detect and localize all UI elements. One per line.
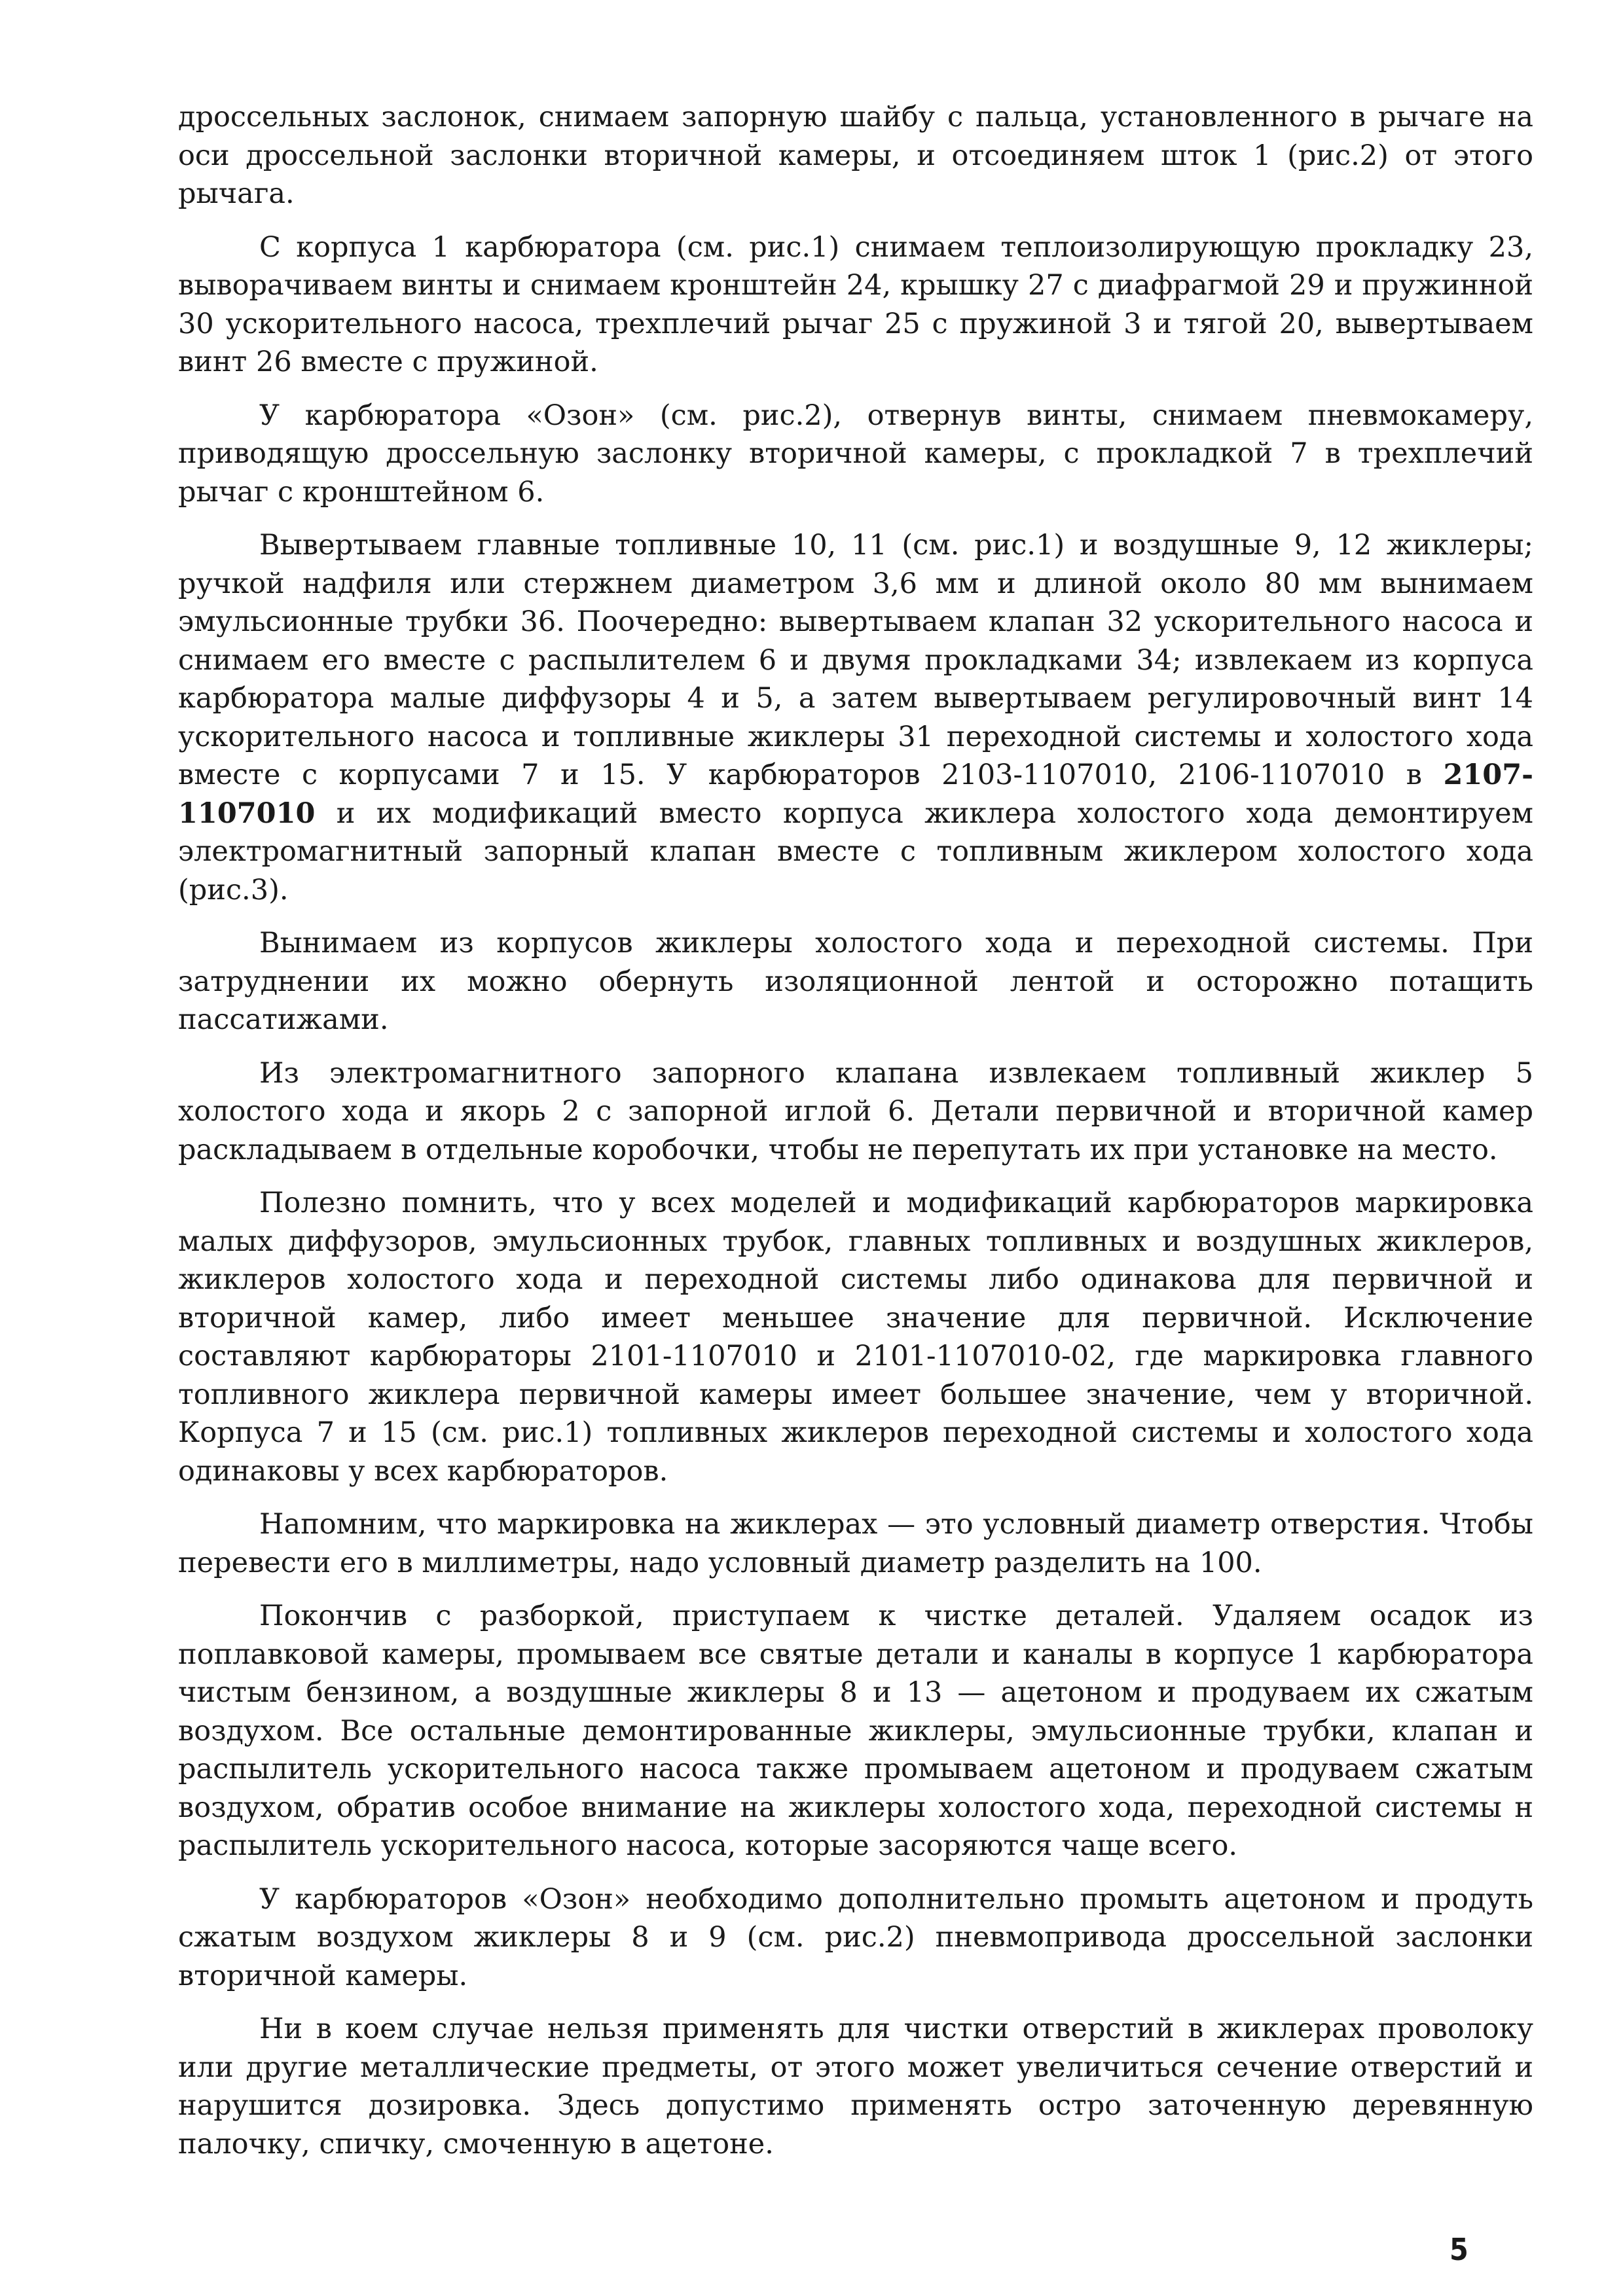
page-body [178,98,1533,2178]
paragraph-continuation: дроссельных заслонок, снимаем запорную шайбу с пальца, установленного в рычаге на оси дроссельной заслонки вторичной камеры, и отсоединяем шток 1 (рис.2) от этого рычага. [178,101,1533,210]
paragraph-marking-note: Полезно помнить, что у всех моделей и модификаций карбюраторов маркировка малых диффузоров, эмульсионных трубок, главных топливных и воздушных жиклеров, жиклеров холостого хода и переходной системы либо одинакова для первичной и вторичной камер, либо имеет меньшее значение для первичной. Исключение составляют карбюраторы 2101-1107010 и 2101-1107010-02, где маркировка главного топливного жиклера первичной камеры имеет большее значение, чем у вторичной. Корпуса 7 и 15 (см. рис.1) топливных жиклеров переходной системы и холостого хода одинаковы у всех карбюраторов. [178,1187,1533,1488]
bold-model-number: 2107-1107010 [178,759,1533,830]
paragraph-warning: Ни в коем случае нельзя применять для чистки отверстий в жиклерах проволоку или другие металлические предметы, от этого может увеличиться сечение отверстий и нарушится дозировка. Здесь допустимо применять остро заточенную деревянную палочку, спичку, смоченную в ацетоне. [178,2013,1533,2161]
paragraph-jets-removal-text-1: Вывертываем главные топливные 10, 11 (см. рис.1) и воздушные 9, 12 жиклеры; ручкой надфиля или стержнем диаметром 3,6 мм и длиной около 80 мм вынимаем эмульсионные трубки 36. Поочередно: вывертываем клапан 32 ускорительного насоса и снимаем его вместе с распылителем 6 и двумя прокладками 34; извлекаем из корпуса карбюратора малые диффузоры 4 и 5, а затем вывертываем регулировочный винт 14 ускорительного насоса и топливные жиклеры 31 переходной системы и холостого хода вместе с корпусами 7 и 15. У карбюраторов 2103-1107010, 2106-1107010 в [178,529,1533,791]
paragraph-idle-jets: Вынимаем из корпусов жиклеры холостого хода и переходной системы. При затруднении их можно обернуть изоляционной лентой и осторожно потащить пассатижами. [178,927,1533,1036]
paragraph-ozon-pneumochamber: У карбюратора «Озон» (см. рис.2), отвернув винты, снимаем пневмокамеру, приводящую дроссельную заслонку вторичной камеры, с прокладкой 7 в трехплечий рычаг с кронштейном 6. [178,399,1533,509]
paragraph-jets-removal-text-2: и их модификаций вместо корпуса жиклера холостого хода демонтируем электромагнитный запорный клапан вместе с топливным жиклером холостого хода (рис.3). [178,797,1533,906]
paragraph-solenoid-valve: Из электромагнитного запорного клапана извлекаем топливный жиклер 5 холостого хода и якорь 2 с запорной иглой 6. Детали первичной и вторичной камер раскладываем в отдельные коробочки, чтобы не перепутать их при установке на место. [178,1056,1533,1166]
paragraph-cleaning: Покончив с разборкой, приступаем к чистке деталей. Удаляем осадок из поплавковой камеры, промываем все святые детали и каналы в корпусе 1 карбюратора чистым бензином, а воздушные жиклеры 8 и 13 — ацетоном и продуваем их сжатым воздухом. Все остальные демонтированные жиклеры, эмульсионные трубки, клапан и распылитель ускорительного насоса также промываем ацетоном и продуваем сжатым воздухом, обратив особое внимание на жиклеры холостого хода, переходной системы н распылитель ускорительного насоса, которые засоряются чаще всего. [178,1600,1533,1862]
paragraph-accelerator-pump: С корпуса 1 карбюратора (см. рис.1) снимаем теплоизолирующую прокладку 23, выворачиваем винты и снимаем кронштейн 24, крышку 27 с диафрагмой 29 и пружинной 30 ускорительного насоса, трехплечий рычаг 25 с пружиной 3 и тягой 20, вывертываем винт 26 вместе с пружиной. [178,230,1533,378]
page-number: 5 [1450,2232,1468,2267]
paragraph-jets-removal [178,526,1533,909]
paragraph-ozon-cleaning: У карбюраторов «Озон» необходимо дополнительно промыть ацетоном и продуть сжатым воздухом жиклеры 8 и 9 (см. рис.2) пневмопривода дроссельной заслонки вторичной камеры. [178,1882,1533,1992]
paragraph-jet-diameter: Напомним, что маркировка на жиклерах — это условный диаметр отверстия. Чтобы перевести его в миллиметры, надо условный диаметр разделить на 100. [178,1508,1533,1579]
